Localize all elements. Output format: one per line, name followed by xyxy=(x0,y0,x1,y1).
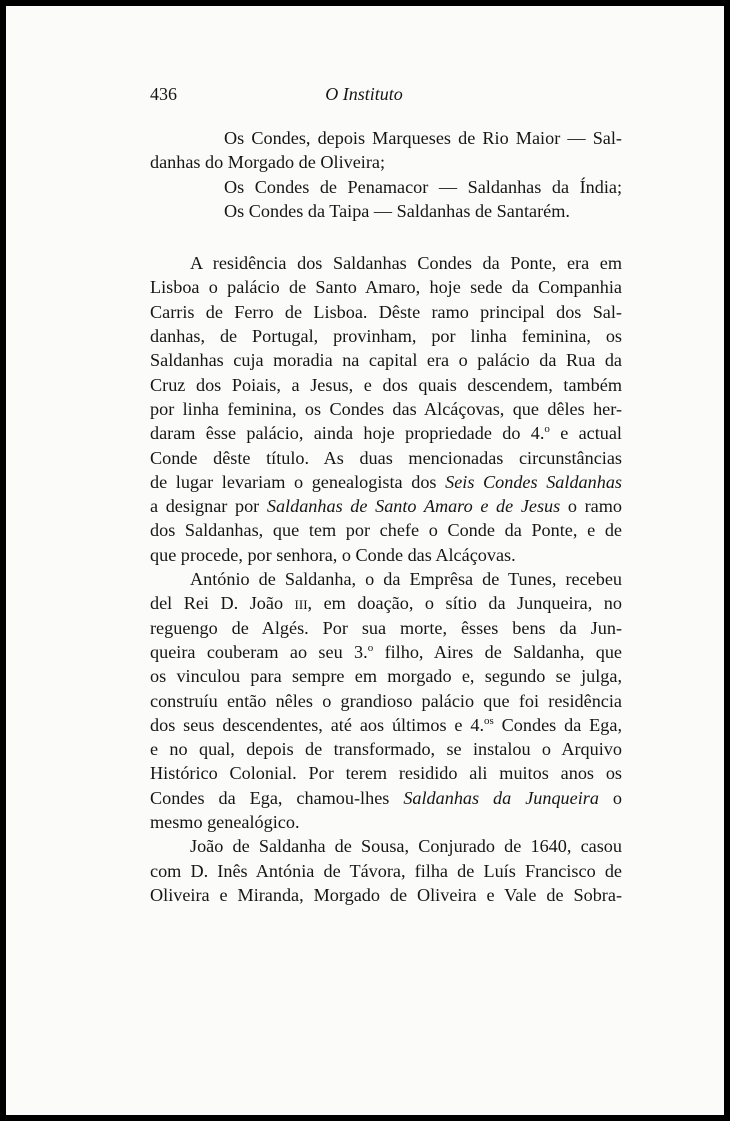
text-line: Cruz dos Poiais, a Jesus, e dos quais descendem, também xyxy=(150,374,622,395)
text-line: Saldanhas cuja moradia na capital era o palácio da Rua da xyxy=(150,350,622,371)
body-text xyxy=(150,126,622,907)
text-line: queira couberam ao seu 3.$^o$ filho, Aires de Saldanha, que xyxy=(150,641,622,662)
text-line: construíu então nêles o grandioso palácio que foi residência xyxy=(150,690,622,711)
text-line: e no qual, depois de transformado, se instalou o Arquivo xyxy=(150,739,622,760)
paragraph xyxy=(150,834,622,907)
text-line: Conde dêste título. As duas mencionadas circunstâncias xyxy=(150,447,622,468)
list-of-branches xyxy=(150,126,622,223)
italic-title: Saldanhas de Santo Amaro e de Jesus xyxy=(266,496,561,517)
text-line: por linha feminina, os Condes das Alcáçovas, que dêles her- xyxy=(150,398,622,419)
text-line: dos seus descendentes, até aos últimos e 4.$^{os}$ Condes da Ega, xyxy=(150,714,622,735)
text-line: de lugar levariam o genealogista dos Seis Condes Saldanhas xyxy=(150,471,622,492)
text-line: Carris de Ferro de Lisboa. Dêste ramo principal dos Sal- xyxy=(150,301,622,322)
text-line: os vinculou para sempre em morgado e, segundo se julga, xyxy=(150,666,622,687)
page-header xyxy=(150,84,578,110)
text-line: Os Condes de Penamacor — Saldanhas da Índia; xyxy=(224,176,622,197)
italic-title: Saldanhas da Junqueira xyxy=(403,787,599,808)
text-line: mesmo genealógico. xyxy=(150,812,300,833)
text-line: a designar por Saldanhas de Santo Amaro e de Jesus o ramo xyxy=(150,496,622,517)
page-number: 436 xyxy=(150,84,177,104)
text-line: Os Condes, depois Marqueses de Rio Maior — Sal- xyxy=(224,128,622,148)
text-line: Oliveira e Miranda, Morgado de Oliveira e Vale de Sobra- xyxy=(150,884,622,905)
text-line: Lisboa o palácio de Santo Amaro, hoje sede da Companhia xyxy=(150,277,622,298)
text-line: Histórico Colonial. Por terem residido ali muitos anos os xyxy=(150,763,622,784)
text-line: danhas, de Portugal, provinham, por linha feminina, os xyxy=(150,326,622,347)
book-page xyxy=(6,6,724,1115)
text-line: dos Saldanhas, que tem por chefe o Conde da Ponte, e de xyxy=(150,520,622,541)
text-line: danhas do Morgado de Oliveira; xyxy=(150,152,386,173)
paragraph xyxy=(150,251,622,567)
text-line: João de Saldanha de Sousa, Conjurado de 1640, casou xyxy=(190,836,622,857)
text-line: António de Saldanha, o da Emprêsa de Tunes, recebeu xyxy=(190,569,622,590)
running-title: O Instituto xyxy=(325,84,403,104)
text-line: del Rei D. João iii, em doação, o sítio da Junqueira, no xyxy=(150,593,622,614)
text-line: reguengo de Algés. Por sua morte, êsses bens da Jun- xyxy=(150,617,622,638)
text-line: daram êsse palácio, ainda hoje propriedade do 4.$^o$ e actual xyxy=(150,423,622,444)
text-line: A residência dos Saldanhas Condes da Ponte, era em xyxy=(190,253,622,274)
italic-title: Seis Condes Saldanhas xyxy=(445,471,622,492)
text-line: com D. Inês Antónia de Távora, filha de Luís Francisco de xyxy=(150,860,622,881)
paragraph xyxy=(150,567,622,834)
text-line: Condes da Ega, chamou-lhes Saldanhas da Junqueira o xyxy=(150,787,623,808)
text-line: Os Condes da Taipa — Saldanhas de Santarém. xyxy=(224,200,570,221)
text-line: que procede, por senhora, o Conde das Alcáçovas. xyxy=(150,544,516,565)
